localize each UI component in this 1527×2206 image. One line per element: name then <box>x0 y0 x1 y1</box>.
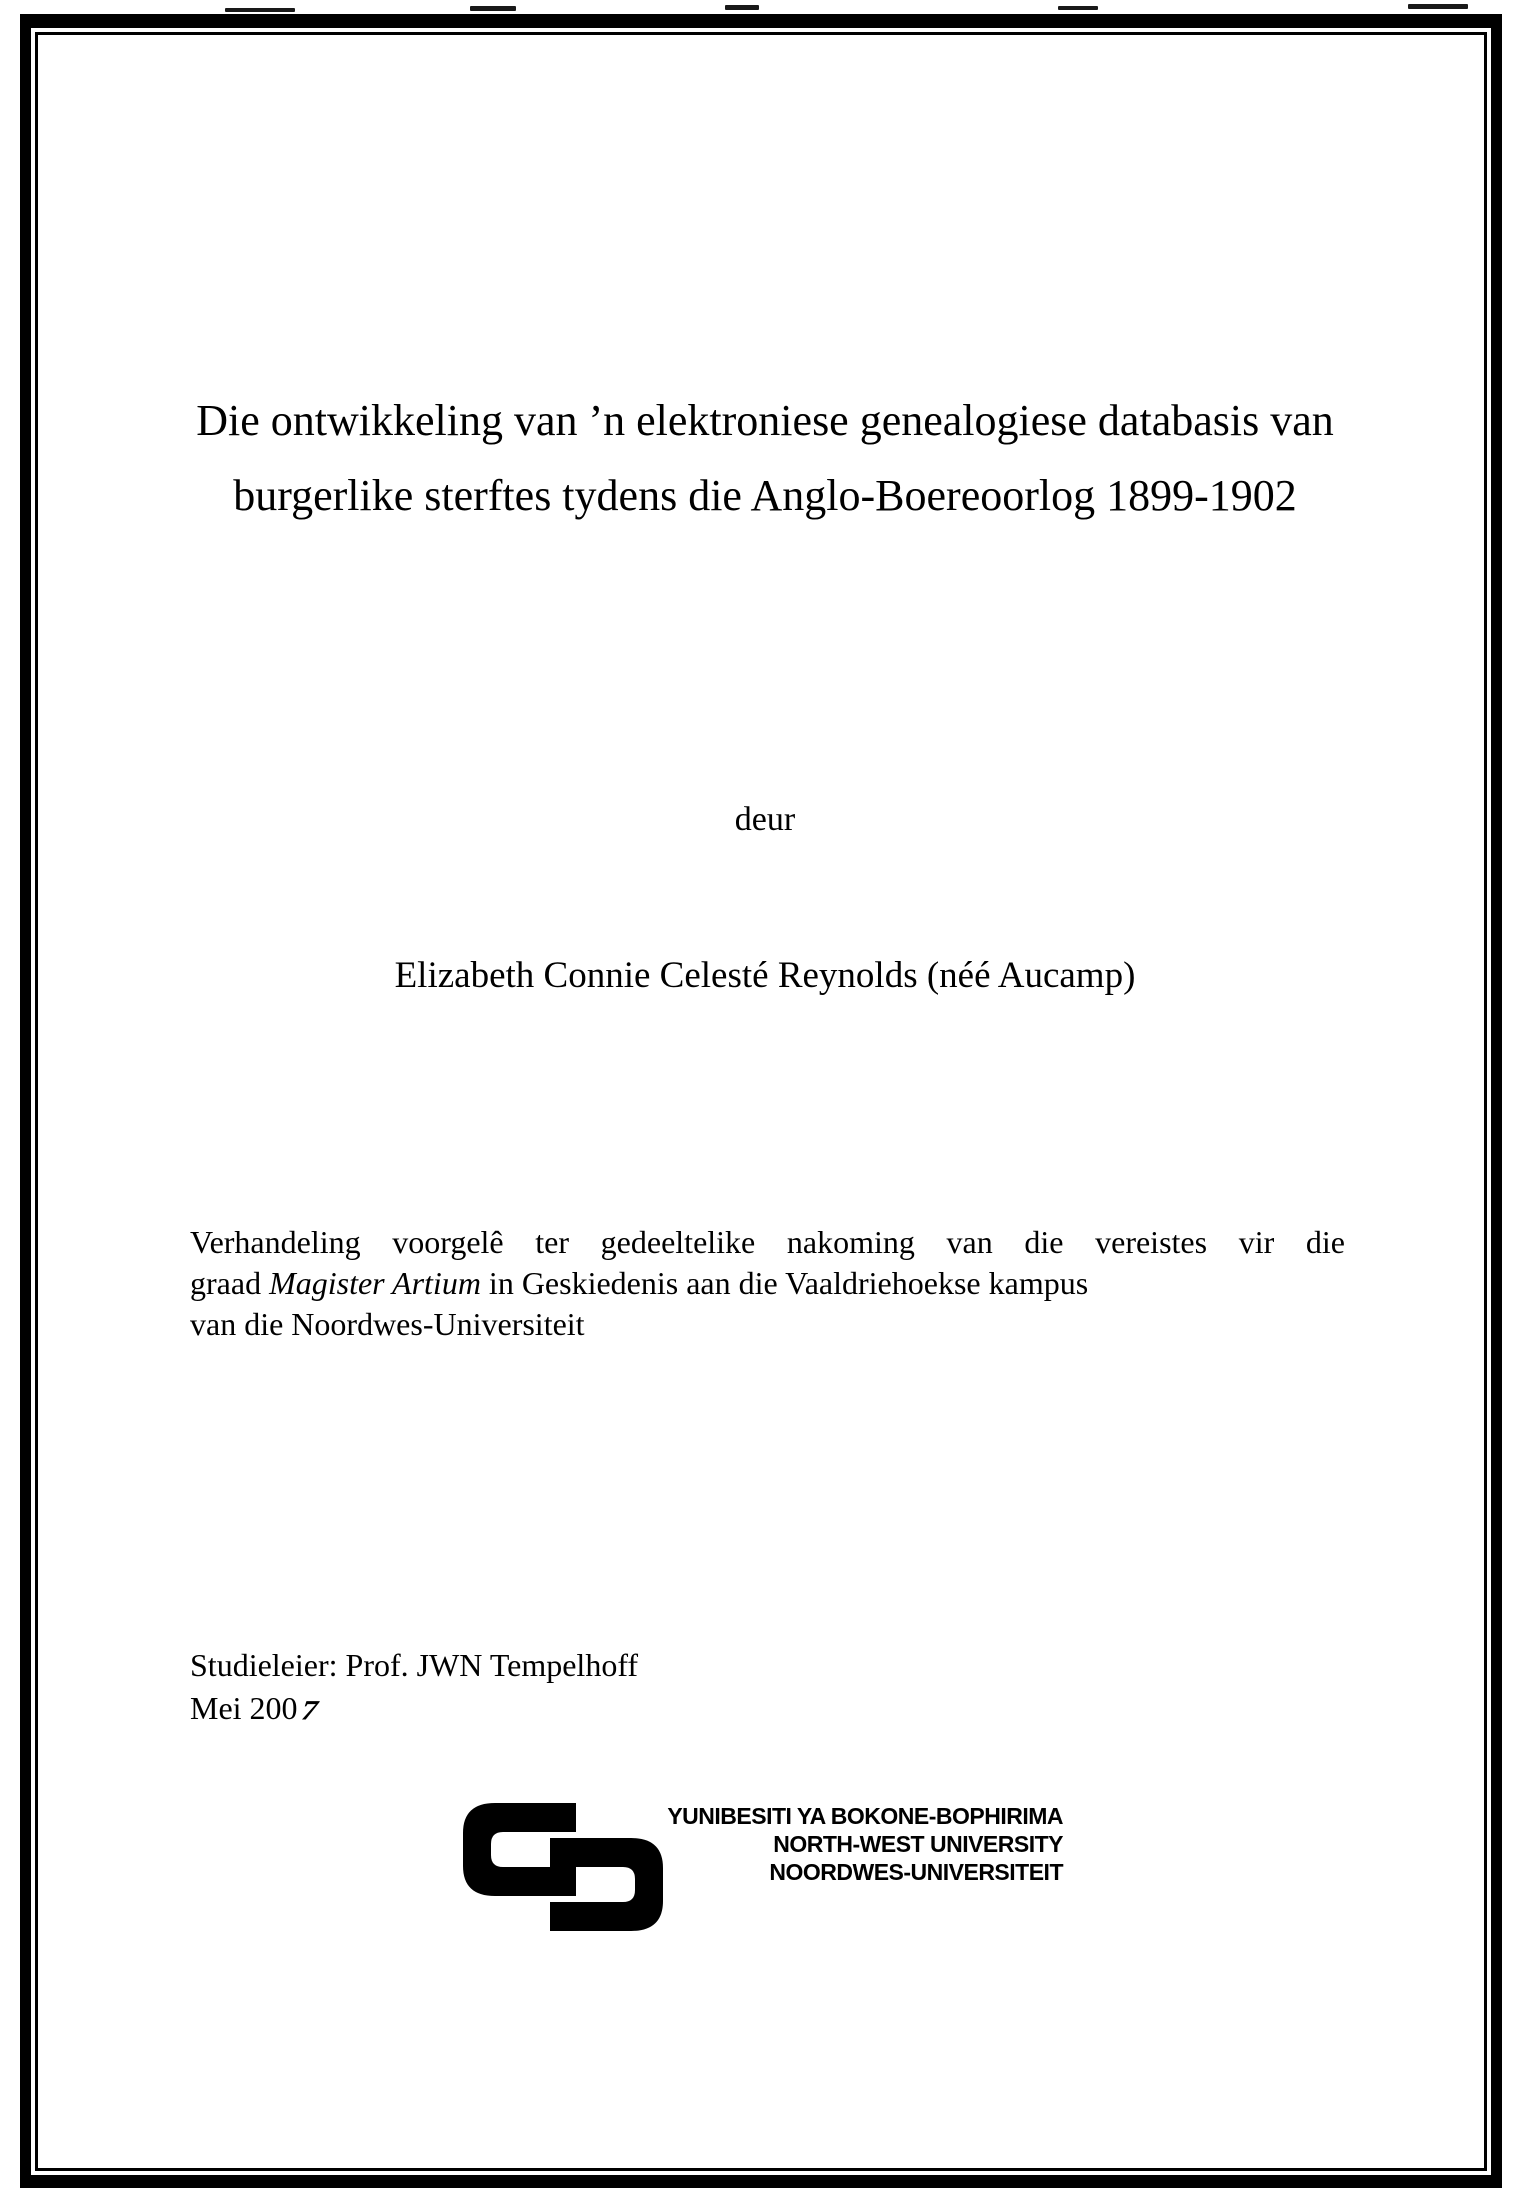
degree-statement-line2-pre: graad <box>190 1265 270 1301</box>
supervisor-line: Studieleier: Prof. JWN Tempelhoff <box>190 1647 639 1683</box>
degree-statement-line1: Verhandeling voorgelê ter gedeeltelike nakoming van die vereistes vir die <box>190 1224 1345 1260</box>
degree-name-italic: Magister Artium <box>269 1265 481 1301</box>
author-name: Elizabeth Connie Celesté Reynolds (néé Aucamp) <box>394 955 1136 996</box>
date-last-digit: 7 <box>296 1693 323 1726</box>
supervisor-block <box>190 1644 1090 1730</box>
degree-statement-line2 <box>190 1263 1345 1304</box>
degree-statement-line2-post: in Geskiedenis aan die Vaaldriehoekse kampus <box>480 1265 1089 1301</box>
logo-text-line1: YUNIBESITI YA BOKONE-BOPHIRIMA <box>667 1803 1063 1829</box>
scan-artifact <box>470 6 516 11</box>
logo-text-line3: NOORDWES-UNIVERSITEIT <box>769 1859 1063 1885</box>
scan-artifact <box>225 8 295 12</box>
byline-deur: deur <box>734 801 796 838</box>
scan-artifact <box>1058 6 1098 10</box>
degree-statement <box>190 1222 1345 1345</box>
university-logo-text <box>443 1802 1063 1886</box>
scan-artifact <box>725 5 759 10</box>
date-line <box>190 1687 1090 1730</box>
scan-artifact <box>1408 4 1468 9</box>
thesis-title <box>185 383 1345 533</box>
date-prefix: Mei 200 <box>190 1690 298 1726</box>
logo-text-line2: NORTH-WEST UNIVERSITY <box>773 1831 1063 1857</box>
degree-statement-line3: van die Noordwes-Universiteit <box>190 1306 585 1342</box>
thesis-title-line2: burgerlike sterftes tydens die Anglo-Boereoorlog 1899-1902 <box>233 471 1297 520</box>
thesis-title-line1: Die ontwikkeling van ’n elektroniese genealogiese databasis van <box>196 396 1334 445</box>
